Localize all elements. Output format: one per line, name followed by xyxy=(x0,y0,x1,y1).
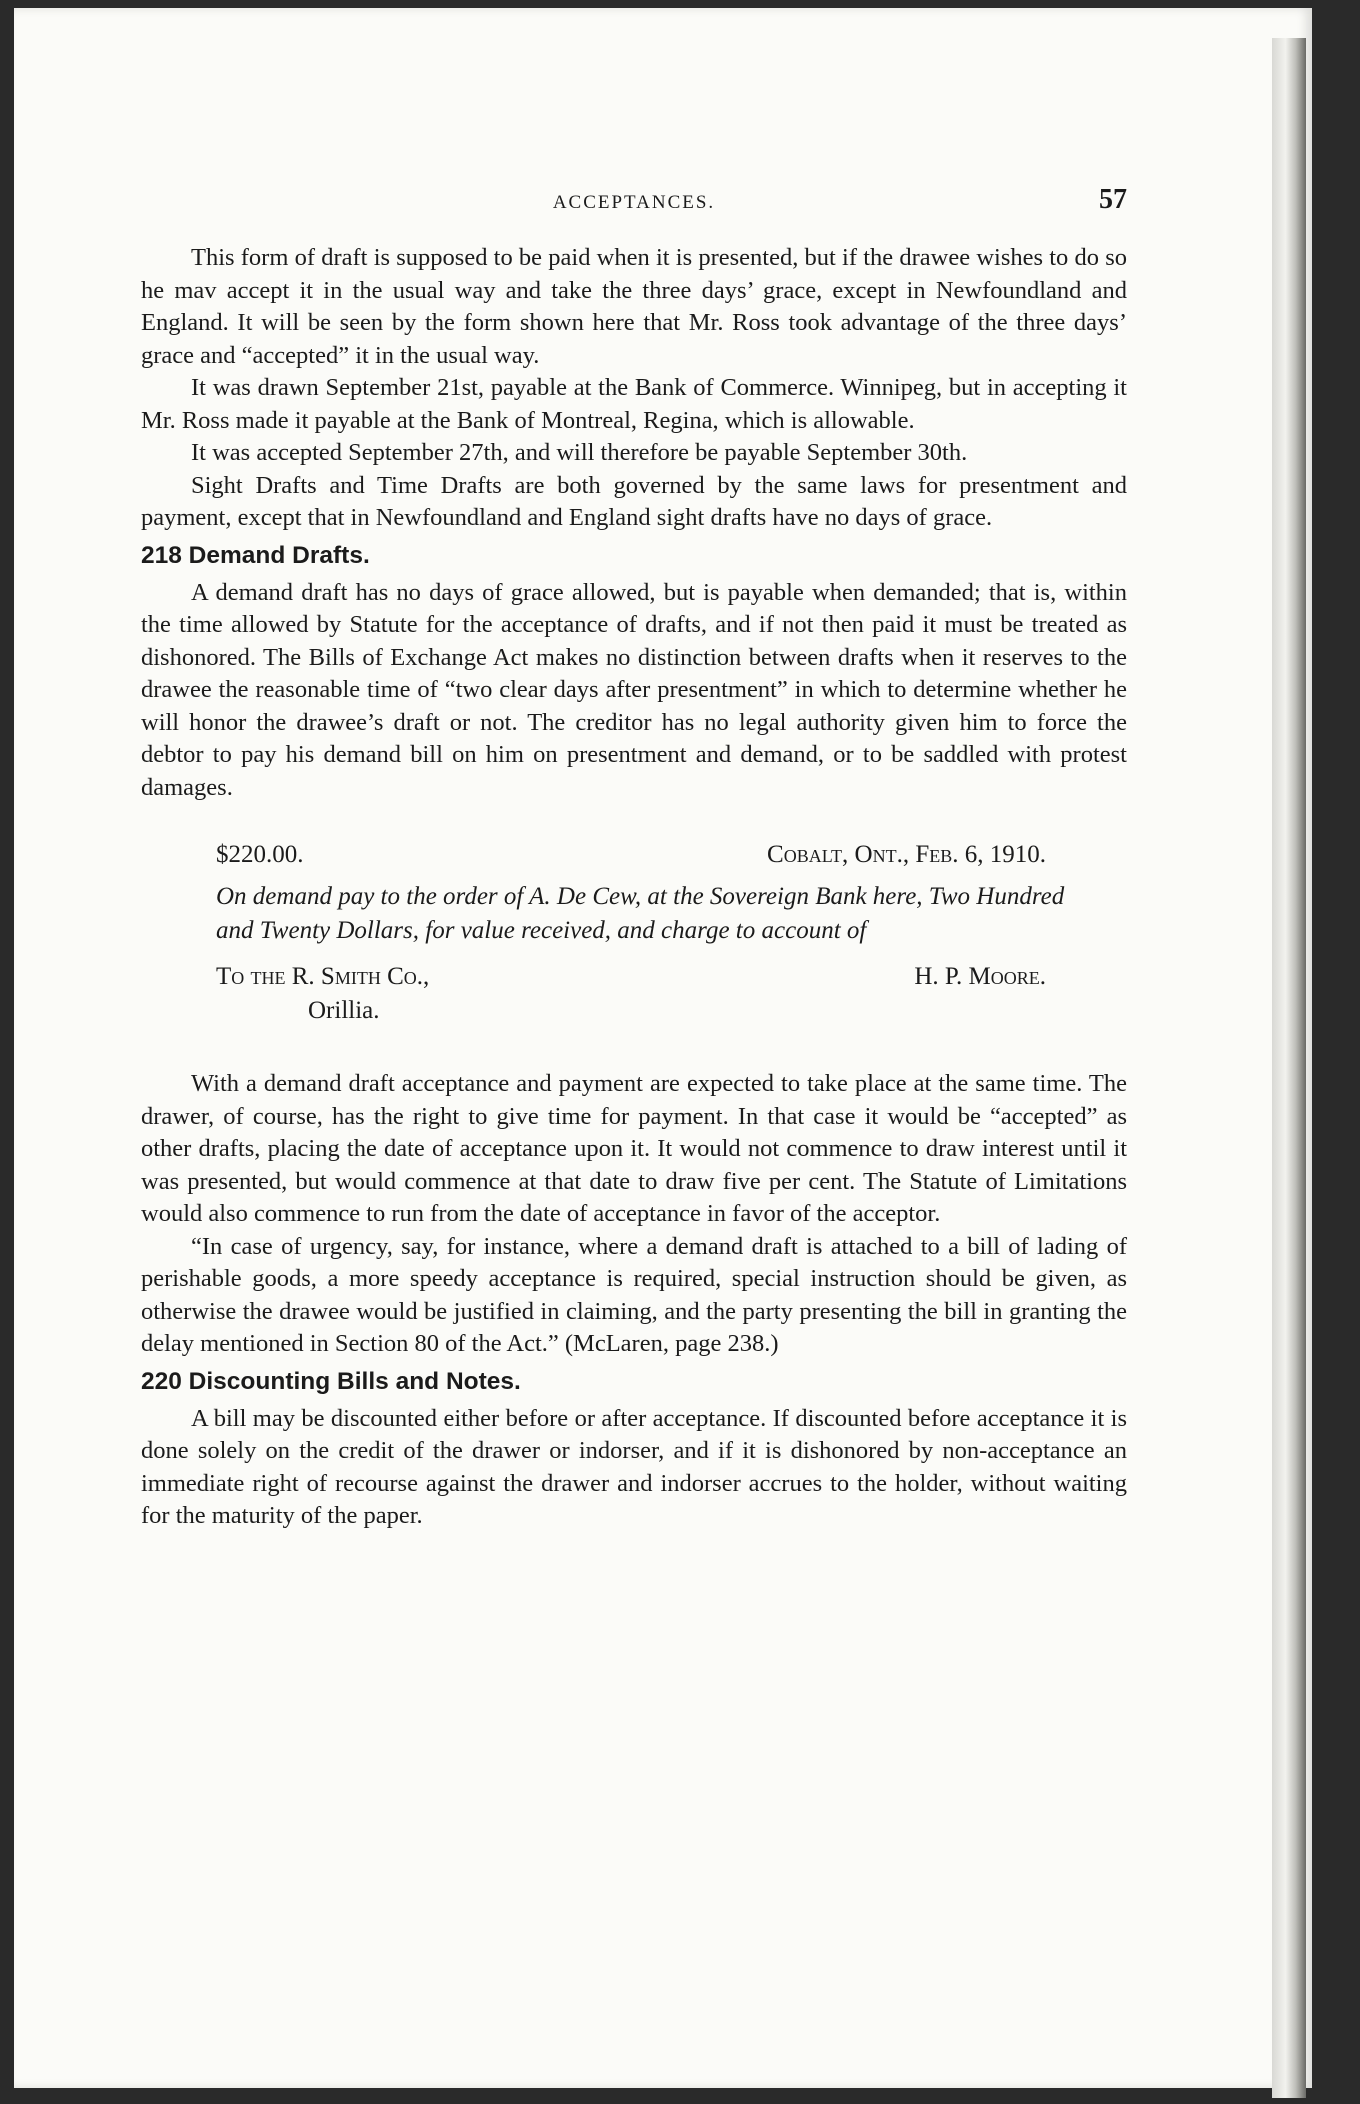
paragraph: This form of draft is supposed to be paid when it is presented, but if the drawee wishes to do so he mav accept it in the usual way and take the three days’ grace, except in Newfoundland and England. It will be seen by the form shown here that Mr. Ross took advantage of the three days’ grace and “accepted” it in the usual way. xyxy=(141,244,1127,369)
body-text xyxy=(141,242,1127,1533)
draft-signature: H. P. Moore. xyxy=(914,963,1046,990)
page-number: 57 xyxy=(1099,184,1127,215)
paragraph: A bill may be discounted either before or after acceptance. If discounted before acceptance it is done solely on the credit of the drawer or indorser, and if it is dishonored by non-acceptance an immediate right of recourse against the drawer and indorser accrues to the holder, without waiting for the maturity of the paper. xyxy=(141,1404,1127,1529)
running-head xyxy=(141,178,1127,224)
section-heading-220: 220 Discounting Bills and Notes. xyxy=(141,1367,521,1395)
paragraph: With a demand draft acceptance and payment are expected to take place at the same time. The drawer, of course, has the right to give time for payment. In that case it would be “accepted” as other drafts, placing the date of acceptance upon it. It would not commence to draw interest until it was presented, but would commence at that date to draw five per cent. The Statute of Limitations would also commence to run from the date of acceptance in favor of the acceptor. xyxy=(141,1070,1127,1227)
draft-addressee: To the R. Smith Co., xyxy=(216,963,430,990)
paragraph: It was drawn September 21st, payable at the Bank of Commerce. Winnipeg, but in accepting it Mr. Ross made it payable at the Bank of Montreal, Regina, which is allowable. xyxy=(141,374,1127,434)
draft-header xyxy=(216,838,1046,872)
running-title: ACCEPTANCES. xyxy=(552,192,716,213)
draft-example xyxy=(141,838,1096,1028)
paragraph: A demand draft has no days of grace allowed, but is payable when demanded; that is, within the time allowed by Statute for the acceptance of drafts, and if not then paid it must be treated as dishonored. The Bills of Exchange Act makes no distinction between drafts when it reserves to the drawee the reasonable time of “two clear days after presentment” in which to determine whether he will honor the drawee’s draft or not. The creditor has no legal authority given him to force the debtor to pay his demand bill on him on presentment and demand, or to be saddled with protest damages. xyxy=(141,578,1127,801)
draft-body: On demand pay to the order of A. De Cew, at the Sovereign Bank here, Two Hundred and Twenty Dollars, for value received, and charge to account of xyxy=(216,883,1065,944)
section-heading-218: 218 Demand Drafts. xyxy=(141,541,370,569)
draft-amount: $220.00. xyxy=(216,841,304,868)
draft-town: Orillia. xyxy=(308,997,380,1024)
draft-footer xyxy=(216,960,1046,994)
paragraph: “In case of urgency, say, for instance, where a demand draft is attached to a bill of lading of perishable goods, a more speedy acceptance is required, special instruction should be given, as otherwise the drawee would be justified in claiming, and the party presenting the bill in granting the delay mentioned in Section 80 of the Act.” (McLaren, page 238.) xyxy=(141,1232,1127,1357)
draft-place-date: Cobalt, Ont., Feb. 6, 1910. xyxy=(767,841,1046,868)
paragraph: It was accepted September 27th, and will therefore be payable September 30th. xyxy=(191,439,968,466)
page-edge xyxy=(1272,38,1306,2098)
paragraph: Sight Drafts and Time Drafts are both governed by the same laws for presentment and payment, except that in Newfoundland and England sight drafts have no days of grace. xyxy=(141,471,1127,531)
page-content xyxy=(141,178,1127,1533)
